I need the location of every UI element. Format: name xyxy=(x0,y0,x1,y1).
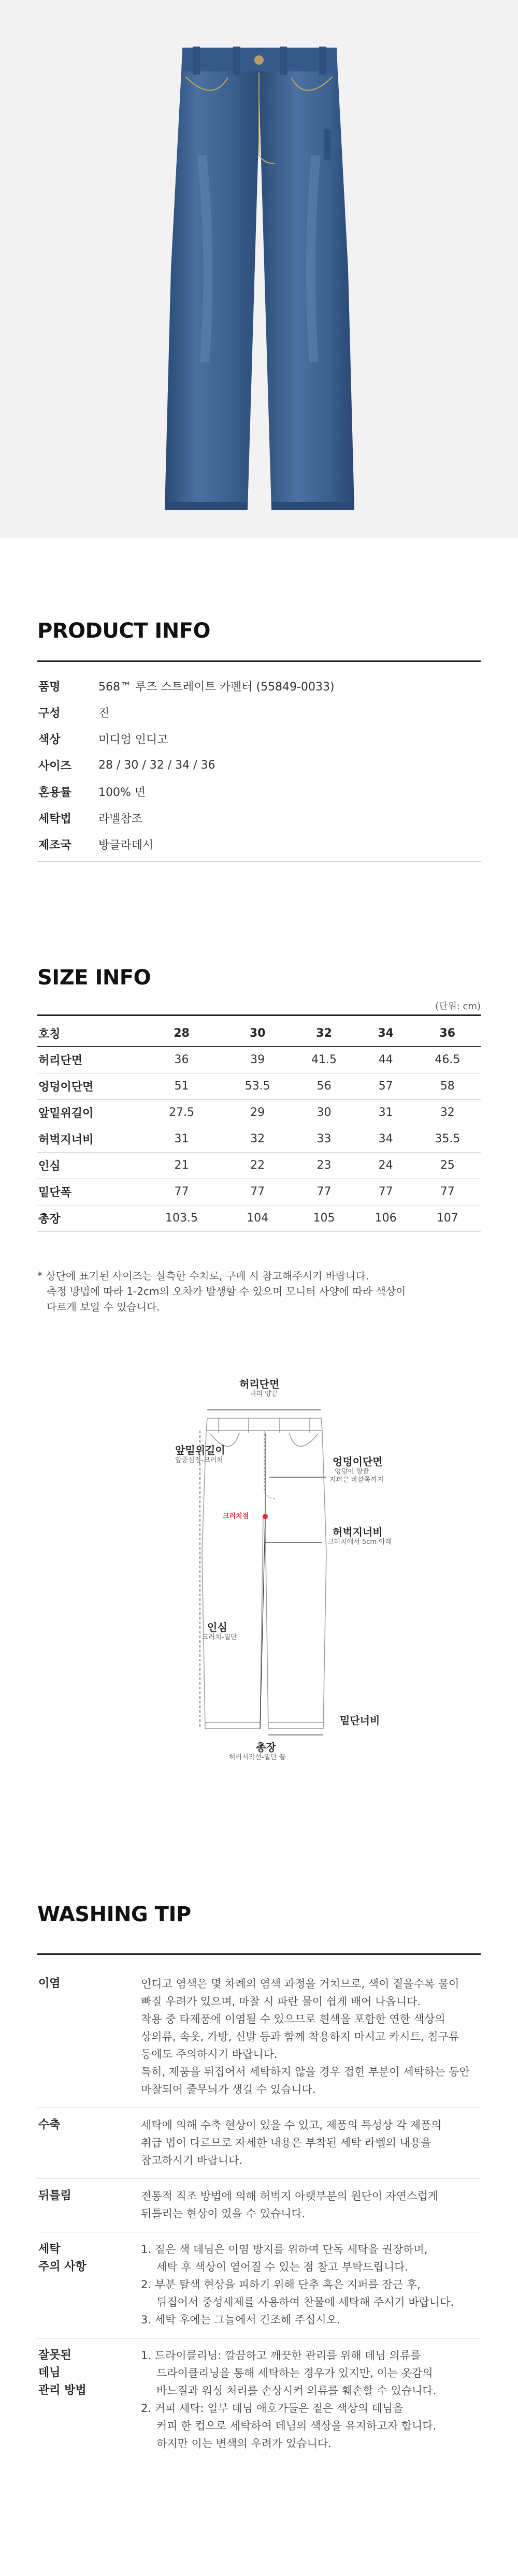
pants-outline-diagram xyxy=(130,1366,399,1765)
info-row-material: 혼용률 100% 면 xyxy=(38,786,146,799)
product-info-table xyxy=(37,673,481,858)
crotch-label: 크러치점 xyxy=(223,1512,249,1520)
rise-label: 앞밑위길이 xyxy=(175,1444,225,1456)
hem-label: 밑단너비 xyxy=(340,1714,380,1727)
rise-sub: 앞중심점-크러치 xyxy=(175,1456,223,1464)
wash-row-shrinkage: 수축 세탁에 의해 수축 현상이 있을 수 있고, 제품의 특성상 각 제품의 취급 법이 다르므로 자세한 내용은 부착된 세탁 라벨의 내용을 참고하시기 바랍니다. xyxy=(37,2108,481,2179)
hip-sub2: 지퍼끝 바깥쪽까지 xyxy=(329,1476,384,1484)
size-table-header: 호칭 28 30 32 34 36 xyxy=(37,1021,481,1047)
table-row: 앞밑위길이 27.5 29 30 31 32 xyxy=(37,1099,481,1126)
washing-tip-title: WASHING TIP xyxy=(37,1903,191,1926)
info-row-color: 색상 미디엄 인디고 xyxy=(38,733,168,746)
table-row: 허벅지너비 31 32 33 34 35.5 xyxy=(37,1126,481,1152)
washing-tip-top-rule xyxy=(37,1953,481,1955)
product-info-top-rule xyxy=(37,660,481,662)
size-info-top-rule xyxy=(37,1014,481,1016)
table-row: 총장 103.5 104 105 106 107 xyxy=(37,1205,481,1231)
crotch-point-dot xyxy=(263,1514,268,1519)
jeans-illustration xyxy=(0,0,518,538)
wash-row-cautions: 세탁 주의 사항 1. 짙은 색 데님은 이염 방지를 위하여 단독 세탁을 권장하며, 세탁 후 색상이 옅어질 수 있는 점 참고 부탁드립니다. 2. 부분 탈색 현상을 피하기 위해 단추 혹은 지퍼를 잠근 후, 뒤집어서 중성세제를 사용하여 찬물에 세탁해 주시기 바랍니다. 3. 세탁 후에는 그늘에서 건조해 주십시오. xyxy=(37,2232,481,2338)
product-info-bottom-rule xyxy=(37,861,481,862)
waist-sub: 허리 양끝 xyxy=(250,1390,278,1398)
table-row: 허리단면 36 39 41.5 44 46.5 xyxy=(37,1047,481,1073)
hip-sub1: 엉덩이 양끝 xyxy=(335,1468,369,1476)
wash-row-twisting: 뒤틀림 전통적 직조 방법에 의해 허벅지 아랫부분의 원단이 자연스럽게 뒤틀리는 현상이 있을 수 있습니다. xyxy=(37,2179,481,2232)
size-table-wrap xyxy=(37,1021,481,1232)
info-row-origin: 제조국 방글라데시 xyxy=(38,839,154,852)
wash-row-wrong-care: 잘못된 데님 관리 방법 1. 드라이클리닝: 깔끔하고 깨끗한 관리를 위해 데님 의류를 드라이클리닝을 통해 세탁하는 경우가 있지만, 이는 옷감의 바느질과 워싱 처리를 손상시켜 의류를 훼손할 수 있습니다. 2. 커피 세탁: 일부 데님 애호가들은 짙은 색상의 데님을 커피 한 컵으로 세탁하여 데님의 색상을 유지하고자 합니다. 하지만 이는 변색의 우려가 있습니다. xyxy=(38,2349,437,2450)
size-info-title: SIZE INFO xyxy=(37,966,151,990)
washing-tip-table xyxy=(37,1967,481,2462)
table-row: 밑단폭 77 77 77 77 77 xyxy=(37,1179,481,1205)
product-info-title: PRODUCT INFO xyxy=(37,619,211,643)
product-photo xyxy=(0,0,518,538)
thigh-sub: 크러치에서 5cm 아래 xyxy=(327,1538,392,1546)
size-unit: (단위: cm) xyxy=(435,1001,481,1012)
wash-row-dye-transfer: 이염 인디고 염색은 몇 차례의 염색 과정을 거치므로, 색이 짙을수록 물이 빠질 우려가 있으며, 마찰 시 파란 물이 쉽게 배어 나옵니다. 착용 중 타제품에 이염될 수 있으므로 흰색을 포함한 연한 색상의 상의류, 속옷, 가방, 신발 등과 함께 착용하지 마시고 카시트, 침구류 등에도 주의하시기 바랍니다. 특히, 제품을 뒤집어서 세탁하지 않을 경우 접힌 부분이 세탁하는 동안 마찰되어 줄무늬가 생길 수 있습니다. xyxy=(37,1967,481,2108)
inseam-sub: 크러치-밑단 xyxy=(202,1633,237,1641)
info-row-size: 사이즈 28 / 30 / 32 / 34 / 36 xyxy=(38,759,215,773)
thigh-label: 허벅지너비 xyxy=(333,1526,383,1538)
hip-label: 엉덩이단면 xyxy=(333,1455,383,1468)
table-row: 인심 21 22 23 24 25 xyxy=(37,1152,481,1179)
measurement-diagram xyxy=(130,1366,399,1765)
length-label: 총장 xyxy=(256,1741,276,1754)
length-sub: 허리시작선-밑단 끝 xyxy=(229,1754,286,1761)
info-row-composition: 구성 진 xyxy=(38,707,110,720)
size-note: * 상단에 표기된 사이즈는 실측한 수치로, 구매 시 참고해주시기 바랍니다. 측정 방법에 따라 1-2cm의 오차가 발생할 수 있으며 모니터 사양에 따라 색상이 다르게 보일 수 있습니다. xyxy=(37,1270,406,1313)
info-row-name: 품명 568™ 루즈 스트레이트 카펜터 (55849-0033) xyxy=(38,681,335,694)
table-row: 엉덩이단면 51 53.5 56 57 58 xyxy=(37,1073,481,1099)
inseam-label: 인심 xyxy=(207,1621,227,1633)
size-table xyxy=(37,1021,481,1232)
waist-label: 허리단면 xyxy=(239,1378,280,1390)
info-row-wash: 세탁법 라벨참조 xyxy=(38,813,143,826)
